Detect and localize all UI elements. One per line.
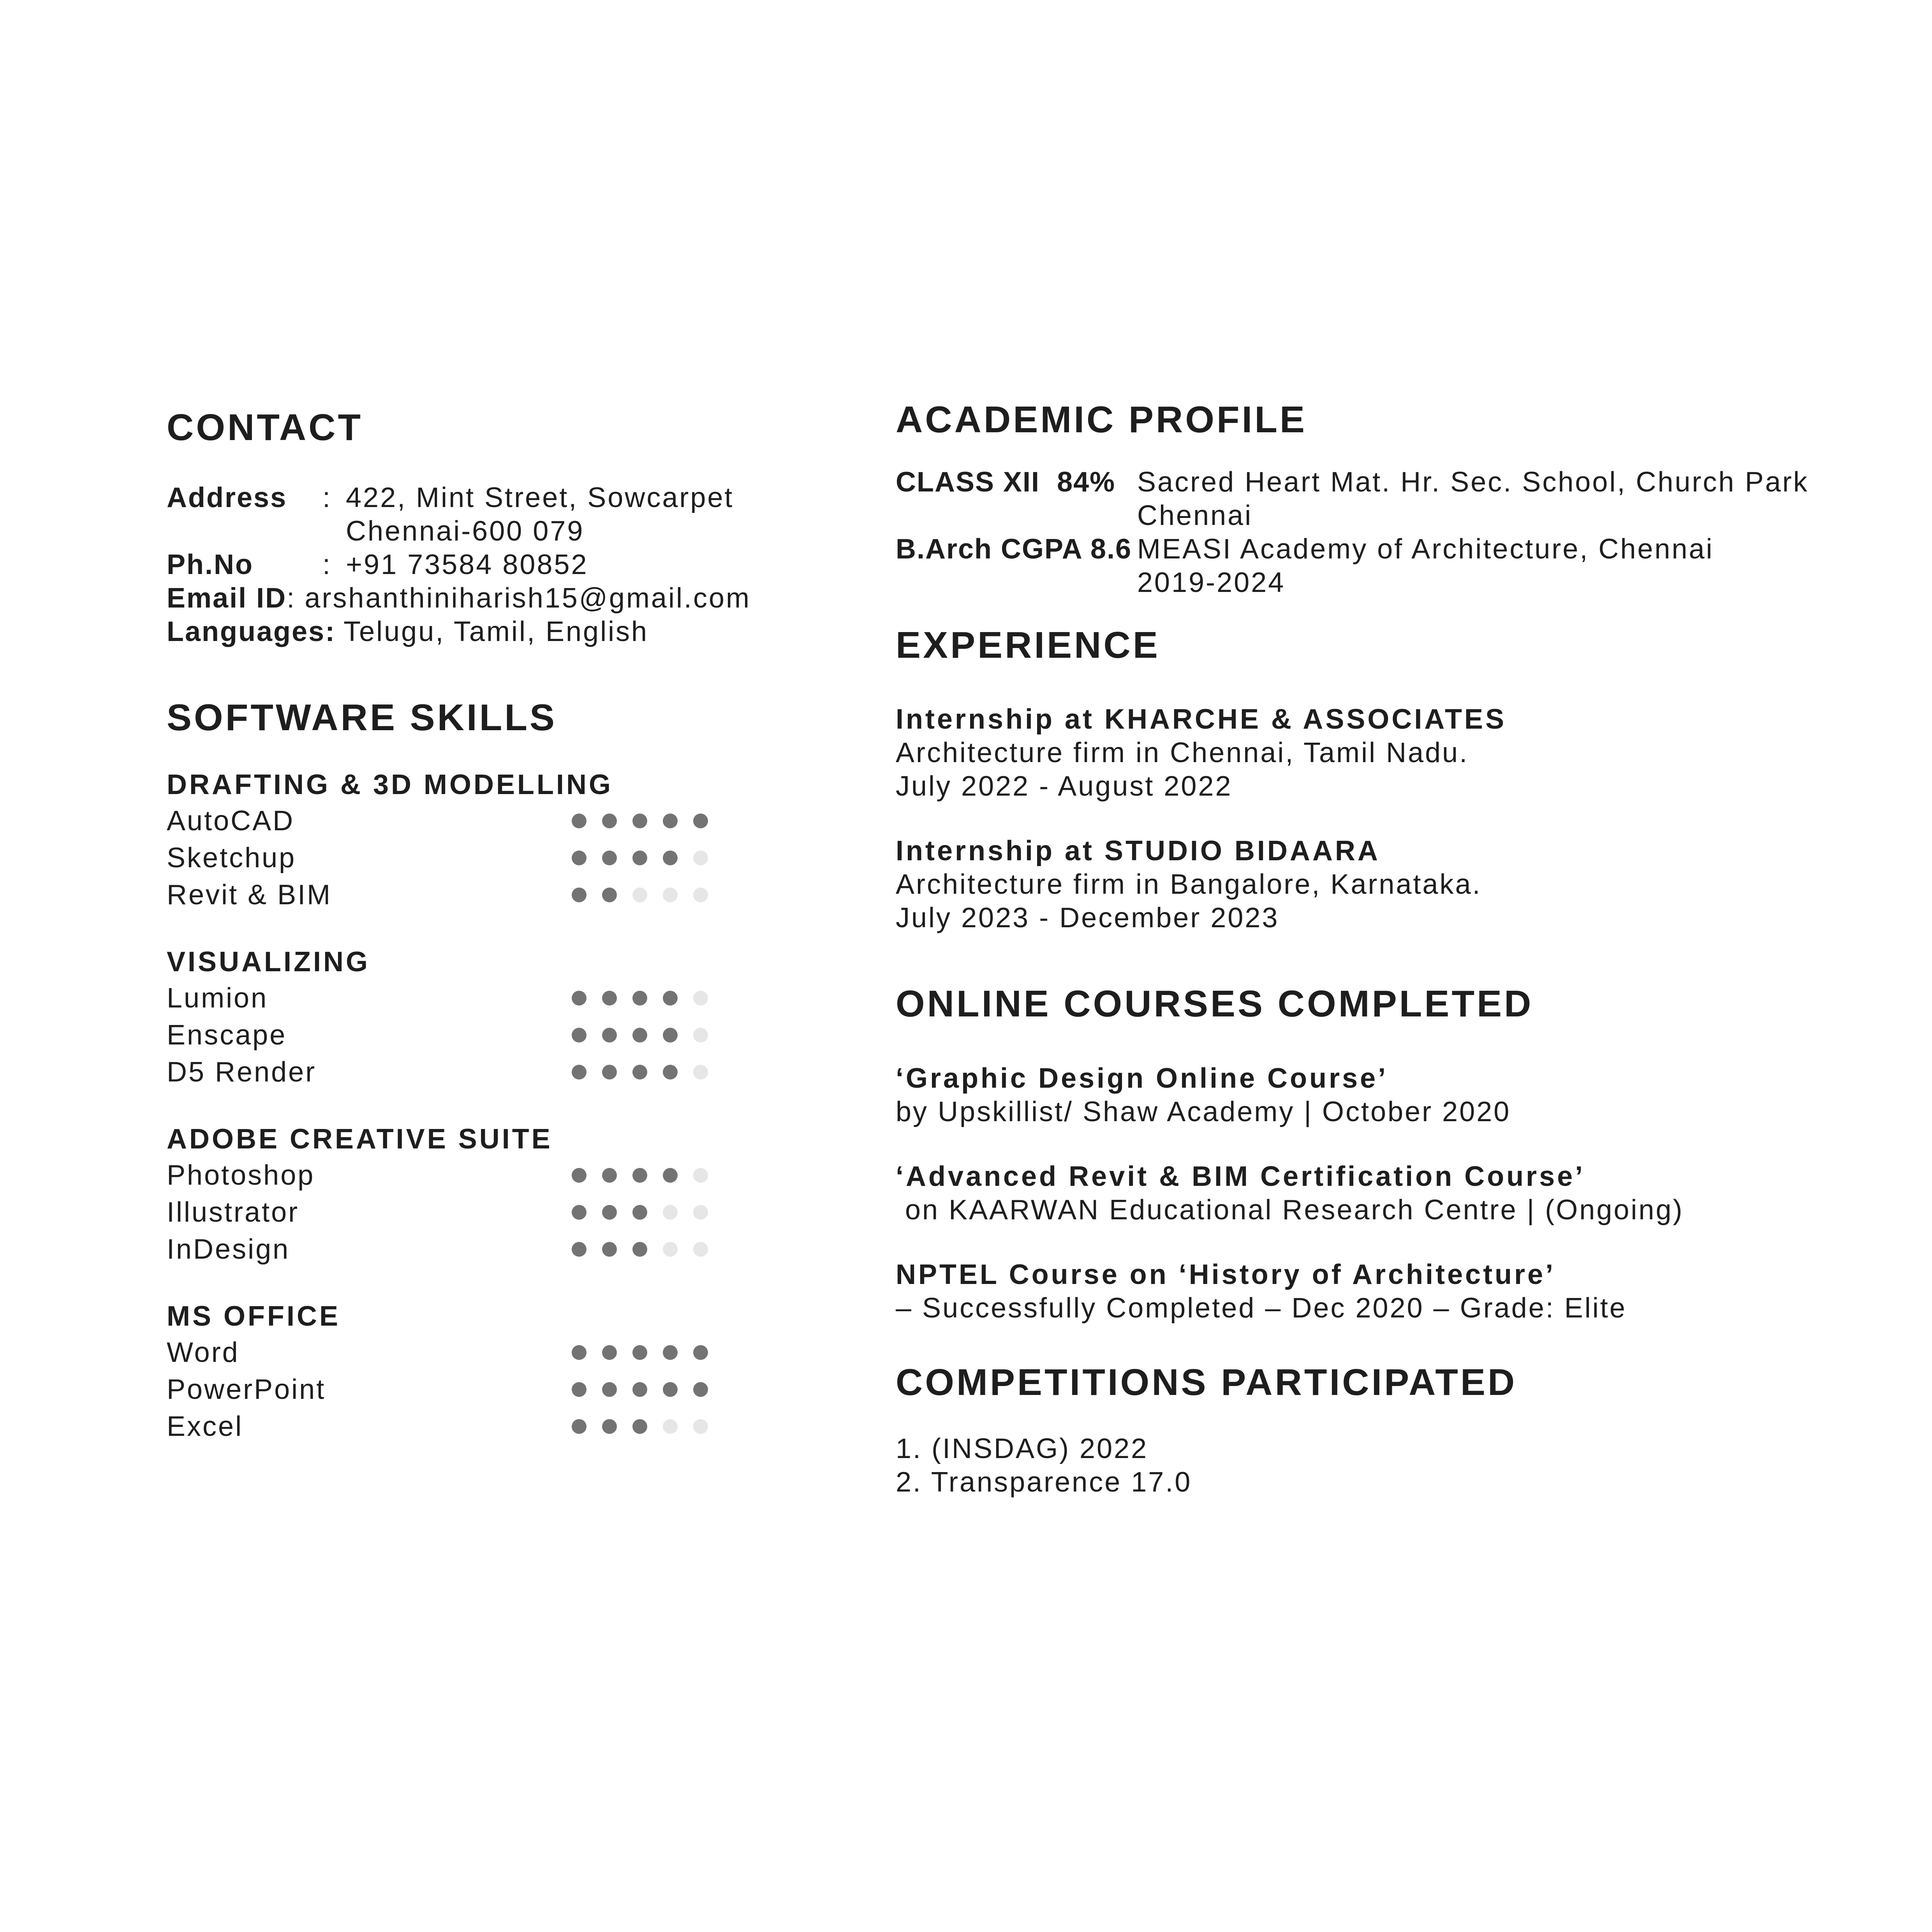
skill-row — [167, 1334, 751, 1371]
languages-value: Telugu, Tamil, English — [343, 616, 649, 648]
rating-dot-filled — [602, 1205, 617, 1220]
skill-row — [167, 1371, 751, 1408]
rating-dot-filled — [602, 1168, 617, 1183]
experience-detail: Architecture firm in Bangalore, Karnataka. — [896, 869, 1482, 900]
rating-dot-filled — [632, 814, 647, 828]
skill-name: Sketchup — [167, 842, 296, 874]
rating-dot-filled — [572, 1028, 586, 1043]
skill-name: Lumion — [167, 982, 268, 1014]
experience-heading: EXPERIENCE — [896, 624, 1160, 666]
languages-label: Languages: — [167, 616, 336, 648]
contact-heading: CONTACT — [167, 407, 363, 448]
skill-rating — [572, 888, 708, 902]
skill-name: Word — [167, 1337, 240, 1368]
languages-row — [167, 615, 751, 648]
skill-row — [167, 876, 751, 913]
rating-dot-filled — [572, 1345, 586, 1360]
rating-dot-filled — [572, 1419, 586, 1434]
skill-row — [167, 1016, 751, 1053]
rating-dot-filled — [572, 888, 586, 902]
experience-entry — [896, 703, 1830, 803]
skill-name: Illustrator — [167, 1196, 299, 1228]
rating-dot-filled — [632, 1345, 647, 1360]
rating-dot-filled — [663, 814, 678, 828]
skill-rating — [572, 1205, 708, 1220]
email-colon: : — [287, 583, 296, 614]
experience-title: Internship at KHARCHE & ASSOCIATES — [896, 704, 1507, 735]
skill-rating — [572, 991, 708, 1006]
address-line2: Chennai-600 079 — [346, 516, 585, 547]
rating-dot-filled — [572, 1065, 586, 1080]
rating-dot-empty — [663, 888, 678, 902]
skill-row — [167, 979, 751, 1016]
left-column — [167, 405, 751, 1445]
course-detail: by Upskillist/ Shaw Academy | October 2020 — [896, 1096, 1511, 1127]
skill-row — [167, 1408, 751, 1445]
address-row-2 — [167, 514, 751, 548]
phone-row — [167, 548, 751, 581]
course-entry — [896, 1160, 1830, 1227]
rating-dot-empty — [693, 1028, 708, 1043]
skill-rating — [572, 1345, 708, 1360]
class-xii-city: Chennai — [1137, 500, 1253, 532]
class-xii-row — [896, 465, 1830, 532]
skill-group — [167, 944, 751, 1090]
skill-group — [167, 767, 751, 913]
academic-heading: ACADEMIC PROFILE — [896, 399, 1307, 440]
skill-row — [167, 839, 751, 876]
email-value: arshanthiniharish15@gmail.com — [305, 583, 751, 614]
course-detail: – Successfully Completed – Dec 2020 – Grade: Elite — [896, 1292, 1627, 1324]
competitions-heading: COMPETITIONS PARTICIPATED — [896, 1361, 1517, 1403]
rating-dot-empty — [632, 888, 647, 902]
rating-dot-filled — [632, 1242, 647, 1257]
rating-dot-empty — [693, 888, 708, 902]
address-colon: : — [322, 482, 332, 514]
skill-name: D5 Render — [167, 1056, 317, 1088]
software-skills-heading: SOFTWARE SKILLS — [167, 697, 557, 739]
rating-dot-filled — [632, 1419, 647, 1434]
skill-group-title: DRAFTING & 3D MODELLING — [167, 769, 613, 801]
skill-rating — [572, 1242, 708, 1257]
skill-name: AutoCAD — [167, 805, 295, 837]
skill-name: InDesign — [167, 1233, 290, 1265]
rating-dot-filled — [663, 991, 678, 1006]
skill-name: Enscape — [167, 1019, 287, 1051]
rating-dot-filled — [663, 1028, 678, 1043]
courses-heading: ONLINE COURSES COMPLETED — [896, 983, 1534, 1025]
skill-row — [167, 1231, 751, 1268]
rating-dot-filled — [602, 1419, 617, 1434]
contact-block — [167, 481, 751, 648]
skill-rating — [572, 1028, 708, 1043]
address-line1: 422, Mint Street, Sowcarpet — [346, 482, 734, 514]
rating-dot-empty — [663, 1419, 678, 1434]
email-label: Email ID — [167, 583, 287, 614]
right-column — [896, 397, 1830, 1499]
rating-dot-filled — [572, 851, 586, 865]
academic-block — [896, 465, 1830, 599]
rating-dot-filled — [602, 814, 617, 828]
rating-dot-filled — [602, 991, 617, 1006]
barch-row — [896, 532, 1830, 599]
courses-list — [896, 1062, 1830, 1325]
barch-label: B.Arch CGPA 8.6 — [896, 534, 1132, 565]
course-title: ‘Advanced Revit & BIM Certification Course’ — [896, 1161, 1585, 1192]
rating-dot-filled — [632, 991, 647, 1006]
course-title: ‘Graphic Design Online Course’ — [896, 1062, 1388, 1094]
rating-dot-filled — [602, 1065, 617, 1080]
rating-dot-filled — [632, 851, 647, 865]
address-row — [167, 481, 751, 514]
rating-dot-filled — [602, 888, 617, 902]
rating-dot-empty — [693, 1168, 708, 1183]
rating-dot-filled — [632, 1028, 647, 1043]
rating-dot-empty — [693, 991, 708, 1006]
rating-dot-empty — [693, 1242, 708, 1257]
rating-dot-filled — [572, 1382, 586, 1397]
course-entry — [896, 1062, 1830, 1129]
course-detail: on KAARWAN Educational Research Centre | (Ongoing) — [896, 1194, 1684, 1226]
rating-dot-filled — [572, 1205, 586, 1220]
experience-dates: July 2023 - December 2023 — [896, 902, 1279, 934]
rating-dot-filled — [693, 814, 708, 828]
class-xii-school: Sacred Heart Mat. Hr. Sec. School, Church Park — [1137, 467, 1809, 498]
rating-dot-filled — [693, 1382, 708, 1397]
competition-item: 2. Transparence 17.0 — [896, 1466, 1192, 1498]
rating-dot-filled — [632, 1205, 647, 1220]
skill-group-title: ADOBE CREATIVE SUITE — [167, 1124, 553, 1155]
experience-entry — [896, 834, 1830, 935]
rating-dot-filled — [572, 1242, 586, 1257]
experience-detail: Architecture firm in Chennai, Tamil Nadu. — [896, 737, 1469, 769]
rating-dot-filled — [572, 1168, 586, 1183]
skill-rating — [572, 1419, 708, 1434]
rating-dot-filled — [602, 851, 617, 865]
skill-group-title: MS OFFICE — [167, 1301, 340, 1332]
skill-row — [167, 802, 751, 839]
skill-group — [167, 1299, 751, 1445]
skill-row — [167, 1194, 751, 1231]
skill-row — [167, 1157, 751, 1194]
rating-dot-filled — [602, 1028, 617, 1043]
rating-dot-empty — [663, 1205, 678, 1220]
skill-name: Revit & BIM — [167, 879, 332, 911]
experience-title: Internship at STUDIO BIDAARA — [896, 835, 1381, 867]
rating-dot-filled — [632, 1168, 647, 1183]
rating-dot-filled — [602, 1345, 617, 1360]
rating-dot-filled — [572, 814, 586, 828]
rating-dot-filled — [632, 1065, 647, 1080]
rating-dot-filled — [572, 991, 586, 1006]
skill-rating — [572, 1065, 708, 1080]
skill-group — [167, 1122, 751, 1268]
phone-label: Ph.No — [167, 549, 254, 581]
skill-rating — [572, 851, 708, 865]
rating-dot-filled — [663, 1345, 678, 1360]
rating-dot-empty — [693, 851, 708, 865]
skill-rating — [572, 814, 708, 828]
rating-dot-filled — [663, 851, 678, 865]
rating-dot-filled — [663, 1382, 678, 1397]
rating-dot-filled — [602, 1242, 617, 1257]
class-xii-label: CLASS XII 84% — [896, 467, 1116, 498]
skill-name: PowerPoint — [167, 1374, 326, 1405]
rating-dot-filled — [663, 1065, 678, 1080]
phone-colon: : — [322, 549, 332, 581]
rating-dot-empty — [663, 1242, 678, 1257]
rating-dot-empty — [693, 1205, 708, 1220]
rating-dot-filled — [602, 1382, 617, 1397]
phone-value: +91 73584 80852 — [346, 549, 588, 581]
rating-dot-filled — [663, 1168, 678, 1183]
email-row — [167, 581, 751, 615]
skill-name: Excel — [167, 1411, 243, 1442]
course-title: NPTEL Course on ‘History of Architecture’ — [896, 1259, 1556, 1290]
course-entry — [896, 1258, 1830, 1325]
skill-rating — [572, 1382, 708, 1397]
experience-dates: July 2022 - August 2022 — [896, 771, 1233, 802]
barch-years: 2019-2024 — [1137, 567, 1286, 599]
rating-dot-empty — [693, 1419, 708, 1434]
competitions-list — [896, 1432, 1830, 1499]
experience-list — [896, 703, 1830, 935]
barch-school: MEASI Academy of Architecture, Chennai — [1137, 534, 1714, 565]
rating-dot-empty — [693, 1065, 708, 1080]
rating-dot-filled — [632, 1382, 647, 1397]
skill-name: Photoshop — [167, 1159, 315, 1191]
skill-group-title: VISUALIZING — [167, 946, 370, 978]
competition-item: 1. (INSDAG) 2022 — [896, 1433, 1148, 1464]
rating-dot-filled — [693, 1345, 708, 1360]
skills-groups — [167, 767, 751, 1445]
address-label: Address — [167, 482, 287, 514]
skill-rating — [572, 1168, 708, 1183]
skill-row — [167, 1053, 751, 1090]
